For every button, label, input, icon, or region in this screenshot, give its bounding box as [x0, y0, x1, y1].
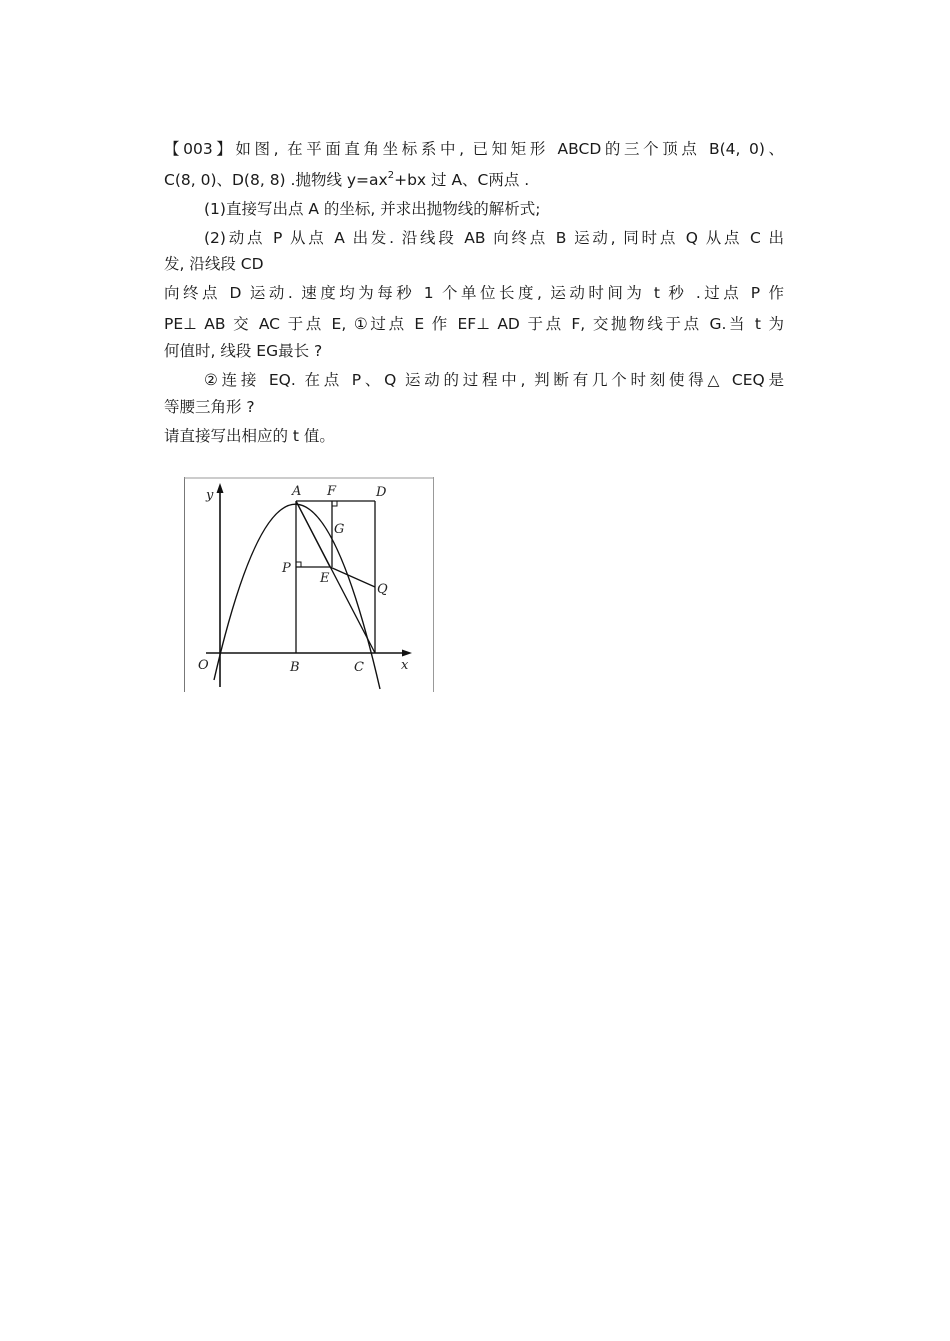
label-Q: Q: [377, 582, 388, 597]
question-2-line-8: 请直接写出相应的 t 值。: [164, 427, 335, 445]
problem-header-line: 【003】如图, 在平面直角坐标系中, 已知矩形 ABCD的三个顶点 B(4, 0)、: [164, 140, 784, 158]
label-O: O: [198, 658, 209, 673]
question-2-line-7: 等腰三角形 ?: [164, 398, 255, 416]
label-P: P: [282, 561, 291, 576]
question-2-line-1: (2)动点 P 从点 A 出发. 沿线段 AB 向终点 B 运动, 同时点 Q 从点 C 出: [204, 229, 784, 247]
label-F: F: [327, 484, 337, 499]
label-D: D: [376, 485, 387, 500]
label-E: E: [320, 571, 330, 586]
label-C: C: [354, 660, 364, 675]
question-1: (1)直接写出点 A 的坐标, 并求出抛物线的解析式;: [204, 200, 541, 218]
segment-EQ: [330, 567, 375, 587]
question-2-part-2: ②连接 EQ. 在点 P、Q 运动的过程中, 判断有几个时刻使得△ CEQ是: [204, 371, 784, 389]
conditions-text: C(8, 0)、D(8, 8) .抛物线 y=ax: [164, 171, 388, 189]
question-2-line-2: 发, 沿线段 CD: [164, 255, 264, 273]
question-2-line-4: PE⊥ AB 交 AC 于点 E, ①过点 E 作 EF⊥ AD 于点 F, 交抛物线于点 G.当 t 为: [164, 315, 784, 333]
segment-AE: [296, 501, 330, 567]
x-axis-arrow-icon: [402, 650, 412, 657]
exponent: 2: [387, 170, 395, 181]
problem-conditions-line: [164, 170, 784, 190]
y-axis-arrow-icon: [217, 483, 224, 493]
question-2-line-5: 何值时, 线段 EG最长 ?: [164, 342, 323, 360]
label-y: y: [206, 488, 214, 503]
label-B: B: [290, 660, 300, 675]
geometry-figure: [184, 477, 434, 692]
right-angle-P: [296, 562, 301, 567]
conditions-text-end: +bx 过 A、C两点 .: [394, 171, 530, 189]
label-G: G: [334, 522, 345, 537]
label-A: A: [292, 484, 302, 499]
label-x: x: [401, 658, 409, 673]
right-angle-F: [332, 501, 337, 506]
figure-canvas: [184, 477, 434, 692]
question-2-line-3: 向终点 D 运动. 速度均为每秒 1 个单位长度, 运动时间为 t 秒 .过点 P 作: [164, 284, 784, 302]
